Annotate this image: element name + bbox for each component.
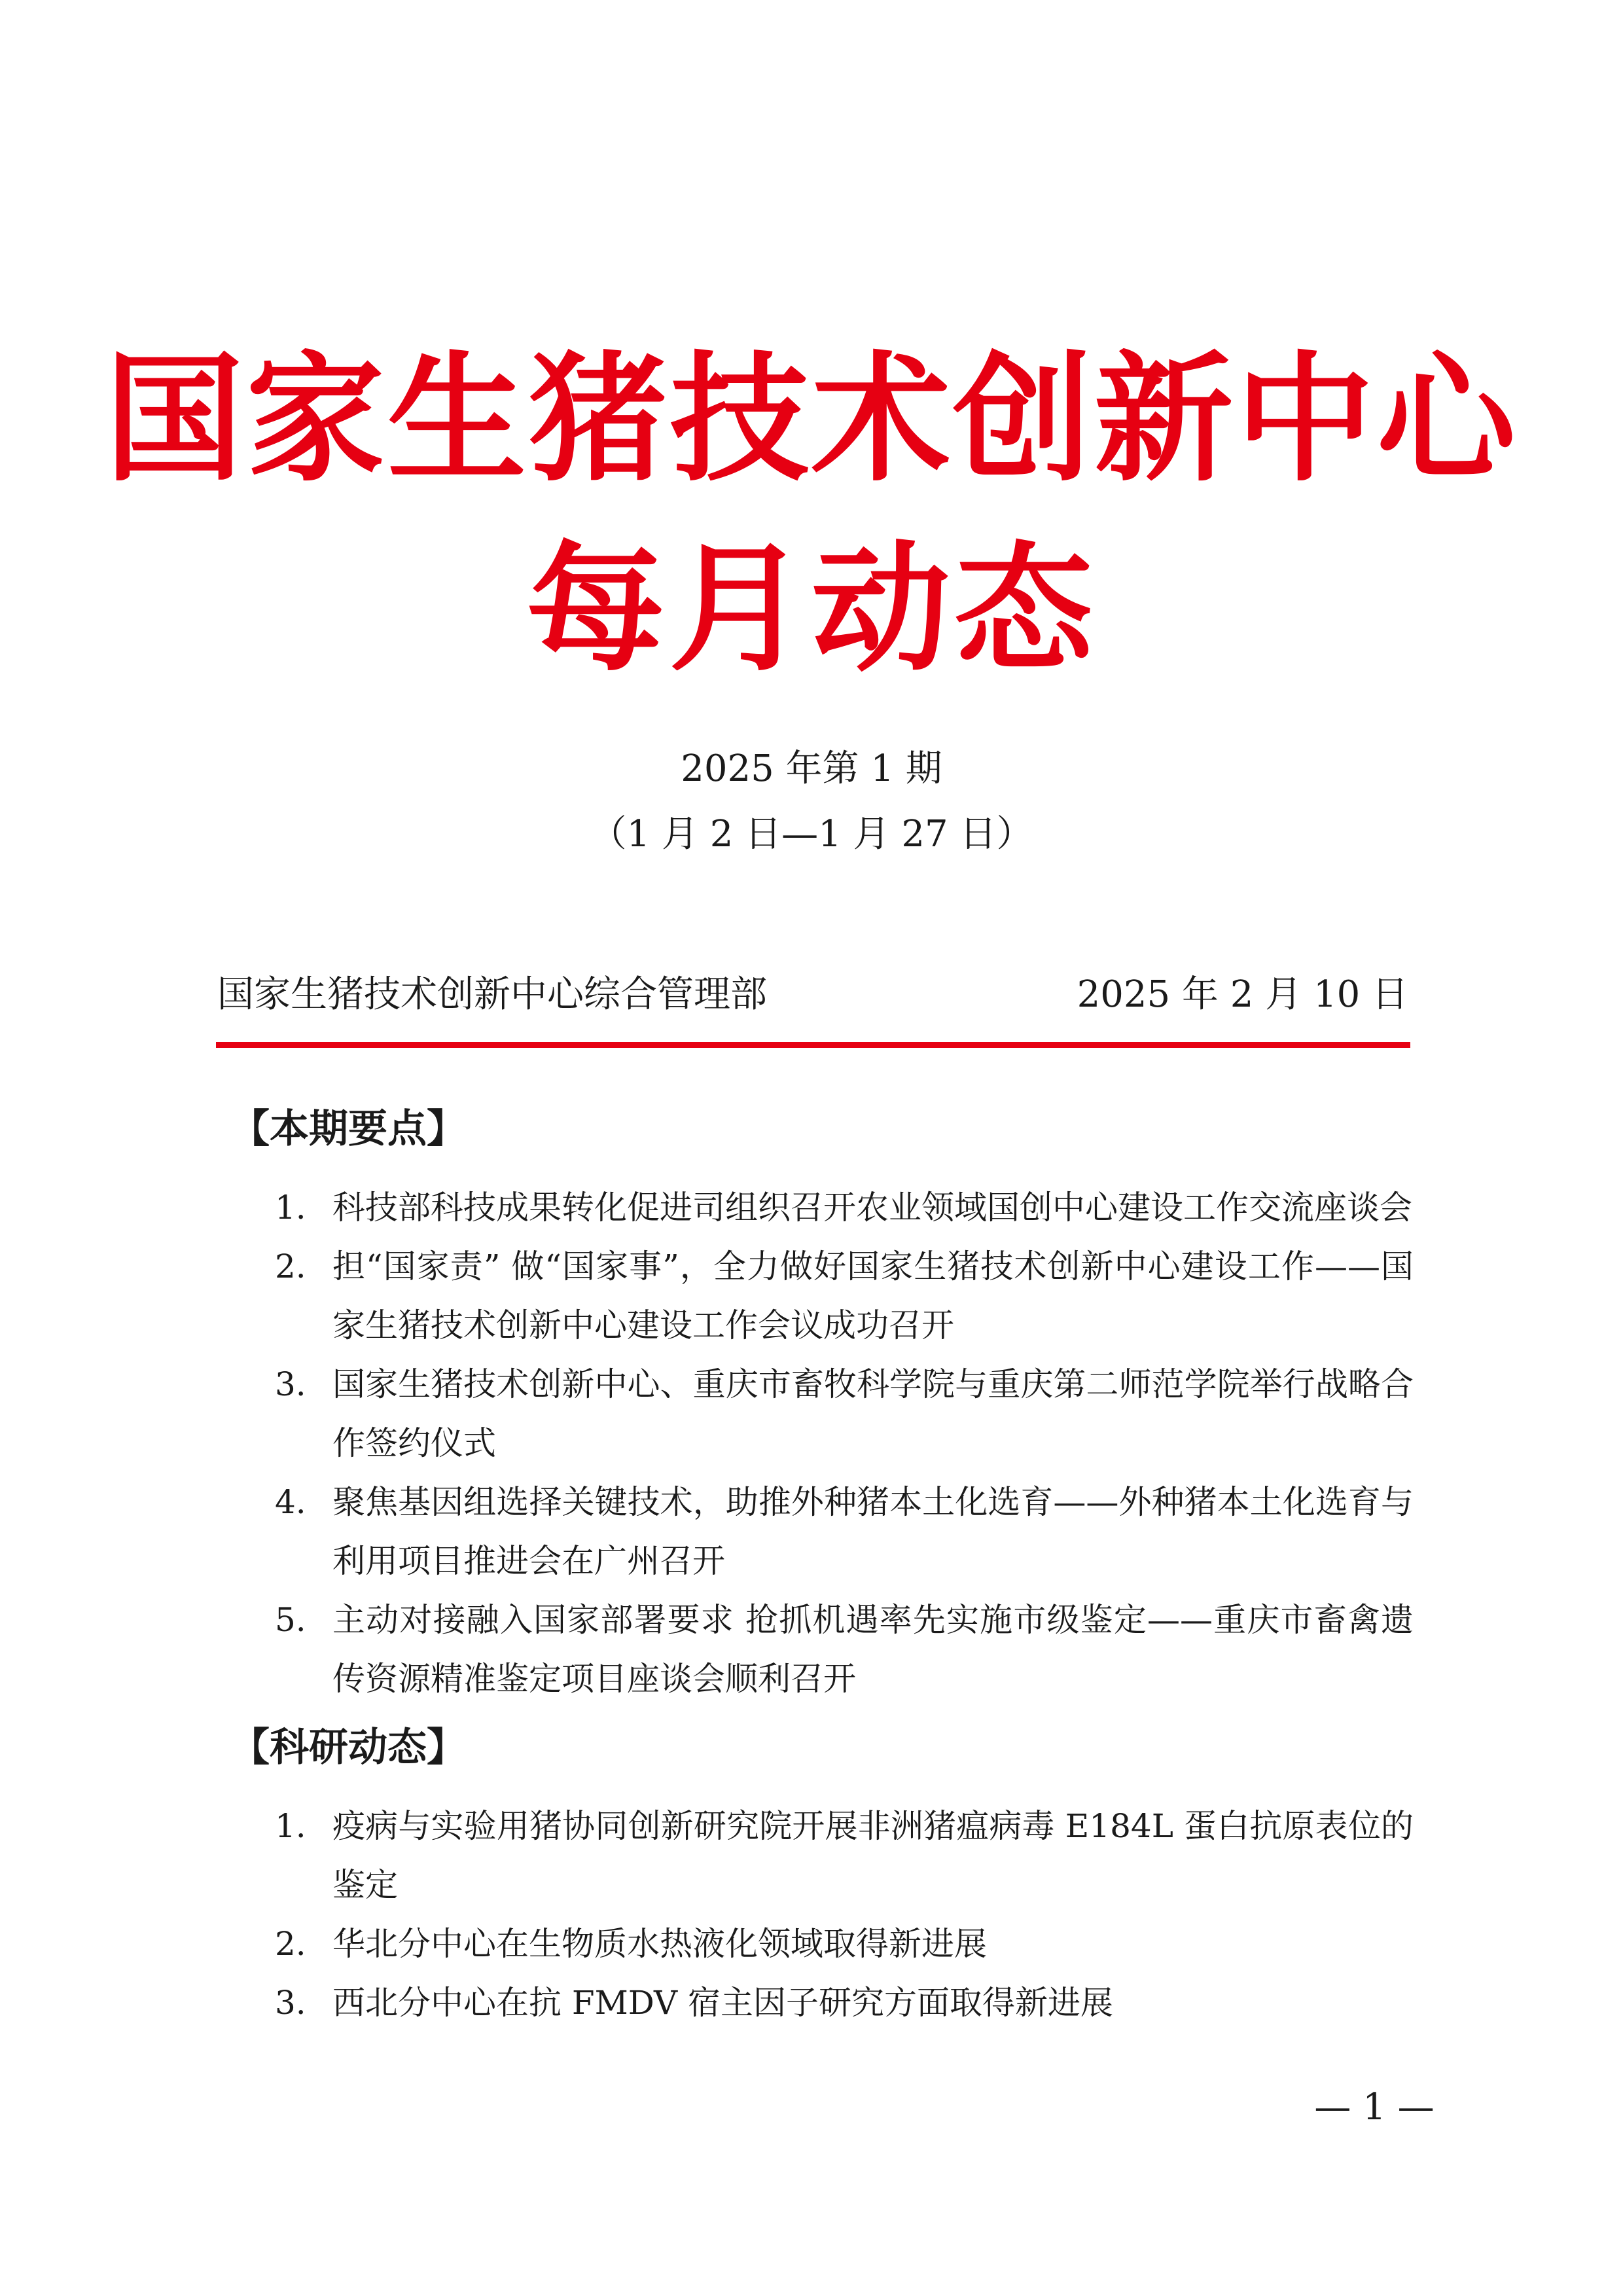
item-number: 1.: [275, 1807, 306, 1845]
list-item: [275, 1590, 1414, 1708]
item-number: 2.: [275, 1247, 306, 1285]
item-text: 疫病与实验用猪协同创新研究院开展非洲猪瘟病毒 E184L 蛋白抗原表位的鉴定: [332, 1807, 1414, 1904]
document-title-line-1: 国家生猪技术创新中心: [105, 337, 1518, 500]
item-number: 3.: [275, 1984, 306, 2022]
highlights-list: [275, 1178, 1414, 1708]
list-item: [275, 1797, 1414, 1914]
list-item: [275, 1355, 1414, 1473]
publish-date: 2025 年 2 月 10 日: [1077, 973, 1408, 1016]
item-text: 西北分中心在抗 FMDV 宿主因子研究方面取得新进展: [332, 1984, 1113, 2022]
item-text: 科技部科技成果转化促进司组织召开农业领域国创中心建设工作交流座谈会: [332, 1189, 1412, 1227]
list-item: [275, 1973, 1414, 2032]
document-title-line-2: 每月动态: [526, 527, 1097, 690]
research-list: [275, 1797, 1414, 2032]
section-heading-highlights: 【本期要点】: [230, 1106, 466, 1152]
item-number: 1.: [275, 1189, 306, 1227]
item-number: 5.: [275, 1601, 306, 1639]
list-item: [275, 1178, 1414, 1237]
page-number: — 1 —: [1314, 2086, 1435, 2128]
issue-number: 2025 年第 1 期: [681, 747, 942, 790]
red-divider: [216, 1042, 1410, 1048]
item-text: 主动对接融入国家部署要求 抢抓机遇率先实施市级鉴定——重庆市畜禽遗传资源精准鉴定项目座谈会顺利召开: [332, 1601, 1414, 1698]
item-text: 聚焦基因组选择关键技术，助推外种猪本土化选育——外种猪本土化选育与利用项目推进会在广州召开: [332, 1483, 1414, 1580]
item-number: 4.: [275, 1483, 306, 1521]
item-number: 2.: [275, 1925, 306, 1963]
item-number: 3.: [275, 1365, 306, 1403]
item-text: 华北分中心在生物质水热液化领域取得新进展: [332, 1925, 987, 1963]
publisher-header: [217, 965, 1408, 1024]
issue-date-range: （1 月 2 日—1 月 27 日）: [590, 813, 1033, 855]
department-name: 国家生猪技术创新中心综合管理部: [217, 973, 767, 1016]
item-text: 担“国家责” 做“国家事”，全力做好国家生猪技术创新中心建设工作——国家生猪技术创新中心建设工作会议成功召开: [332, 1247, 1414, 1344]
item-text: 国家生猪技术创新中心、重庆市畜牧科学院与重庆第二师范学院举行战略合作签约仪式: [332, 1365, 1414, 1462]
list-item: [275, 1473, 1414, 1590]
list-item: [275, 1914, 1414, 1973]
list-item: [275, 1237, 1414, 1355]
section-heading-research: 【科研动态】: [230, 1725, 466, 1770]
